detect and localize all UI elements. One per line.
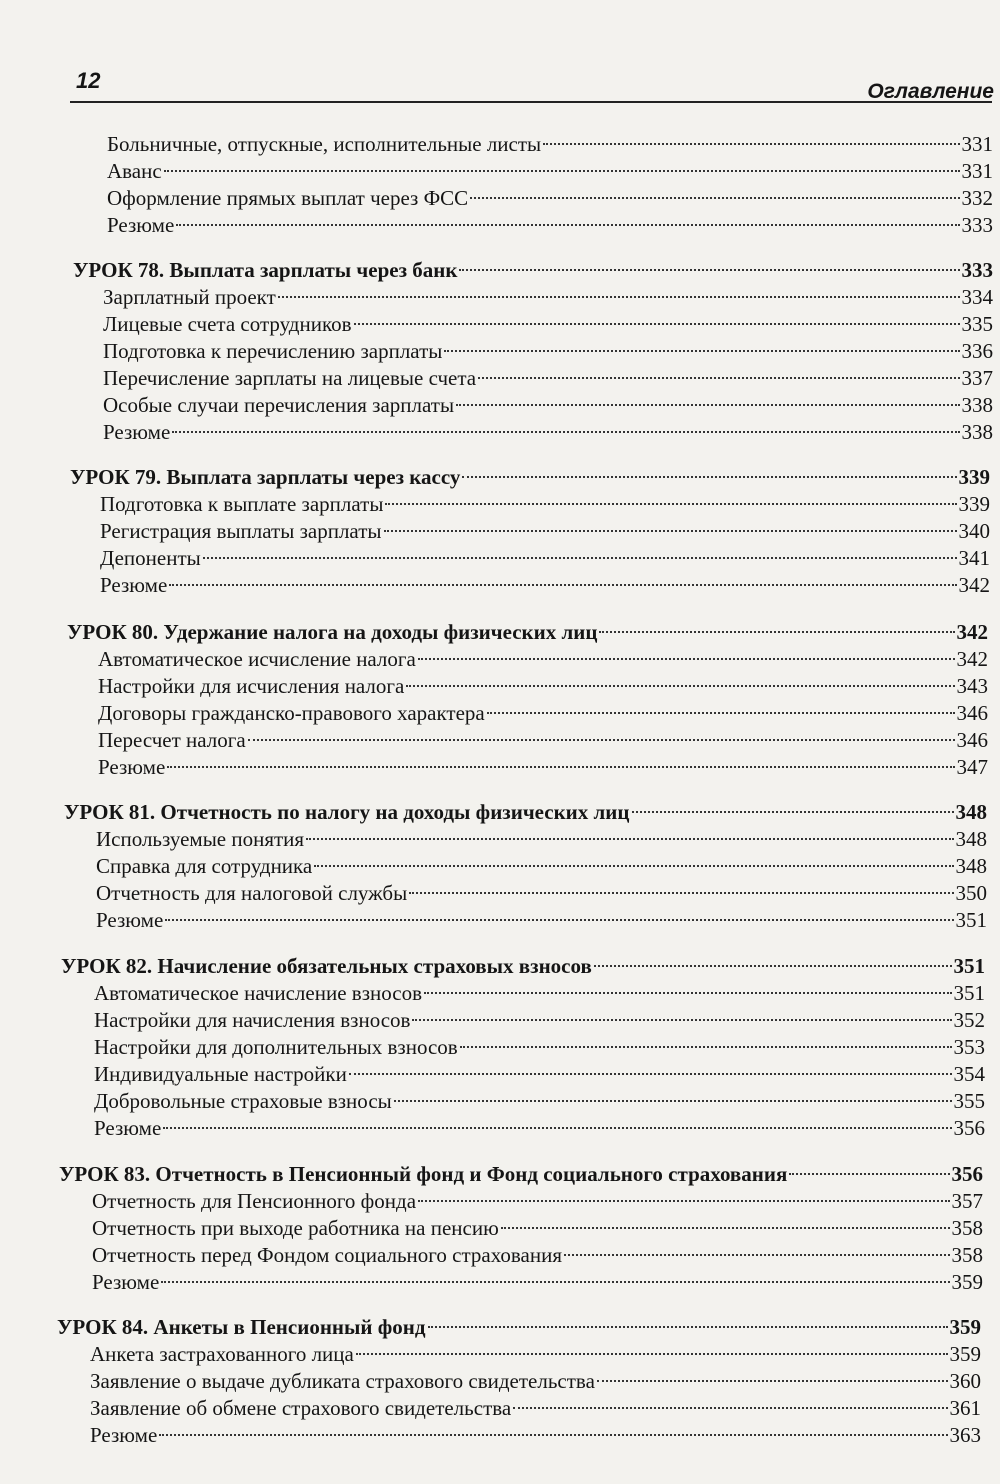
toc-entry-title: Отчетность при выходе работника на пенсию [92,1216,499,1240]
toc-entry-title: Добровольные страховые взносы [94,1089,392,1113]
toc-entry [94,979,985,1007]
toc-entry-page: 361 [949,1396,981,1420]
dot-leader [167,765,954,768]
toc-entry-page: 342 [958,573,990,597]
toc-entry-title: Отчетность для налоговой службы [96,881,408,905]
toc-entry [94,1114,985,1142]
toc-entry-title: Больничные, отпускные, исполнительные листы [107,132,542,156]
dot-leader [278,295,960,298]
dot-leader [460,1045,952,1048]
dot-leader [406,684,954,687]
toc-entry-page: 339 [958,492,990,516]
toc-entry [94,1087,985,1115]
toc-lesson-heading [70,463,990,491]
toc-entry [103,283,993,311]
dot-leader [306,837,953,840]
toc-entry-page: 342 [956,620,988,644]
toc-entry-title: УРОК 82. Начисление обязательных страховых взносов [61,954,592,978]
toc-entry-title: Оформление прямых выплат через ФСС [107,186,469,210]
dot-leader [632,810,954,813]
toc-entry-page: 348 [955,827,987,851]
toc-entry-page: 356 [951,1162,983,1186]
toc-entry-title: Пересчет налога [98,728,246,752]
dot-leader [459,268,959,271]
toc-lesson-heading [64,798,987,826]
toc-entry-page: 336 [961,339,993,363]
header-rule [70,101,992,103]
toc-entry-page: 348 [955,854,987,878]
toc-entry-page: 363 [949,1423,981,1447]
dot-leader [159,1433,947,1436]
toc-entry [103,391,993,419]
toc-entry [103,337,993,365]
dot-leader [789,1172,949,1175]
toc-entry [94,1033,985,1061]
toc-entry-title: Анкета застрахованного лица [90,1342,354,1366]
toc-entry-page: 358 [951,1216,983,1240]
toc-entry-title: Договоры гражданско-правового характера [98,701,485,725]
toc-entry-title: УРОК 81. Отчетность по налогу на доходы физических лиц [64,800,630,824]
dot-leader [354,322,960,325]
dot-leader [394,1099,952,1102]
toc-entry [100,517,990,545]
toc-entry-page: 359 [949,1342,981,1366]
toc-entry-page: 331 [961,159,993,183]
toc-entry [94,1060,985,1088]
toc-entry-page: 357 [951,1189,983,1213]
toc-entry-page: 356 [953,1116,985,1140]
toc-entry-title: Отчетность для Пенсионного фонда [92,1189,417,1213]
toc-entry-title: Автоматическое исчисление налога [98,647,416,671]
toc-entry-title: УРОК 80. Удержание налога на доходы физических лиц [67,620,598,644]
toc-entry-title: Перечисление зарплаты на лицевые счета [103,366,477,390]
toc-entry [107,157,993,185]
toc-entry-title: Справка для сотрудника [96,854,313,878]
toc-entry-page: 351 [953,954,985,978]
toc-lesson-heading [73,256,993,284]
toc-entry-page: 354 [953,1062,985,1086]
dot-leader [203,556,957,559]
toc-entry-page: 346 [956,701,988,725]
toc-entry-page: 351 [953,981,985,1005]
dot-leader [597,1379,948,1382]
toc-entry-page: 359 [949,1315,981,1339]
toc-entry [90,1367,981,1395]
toc-entry-page: 348 [955,800,987,824]
dot-leader [164,169,960,172]
toc-entry [94,1006,985,1034]
toc-entry-page: 333 [961,258,993,282]
toc-entry-page: 335 [961,312,993,336]
toc-entry-title: Подготовка к выплате зарплаты [100,492,384,516]
toc-entry-title: Настройки для исчисления налога [98,674,405,698]
toc-entry-title: Индивидуальные настройки [94,1062,347,1086]
toc-entry [98,753,988,781]
toc-entry [98,672,988,700]
toc-entry-title: Резюме [98,755,166,779]
toc-entry [103,364,993,392]
running-title: Оглавление [867,80,994,103]
toc-entry-title: Заявление о выдаче дубликата страхового свидетельства [90,1369,595,1393]
dot-leader [462,475,956,478]
toc-entry-page: 359 [951,1270,983,1294]
toc-entry-title: Регистрация выплаты зарплаты [100,519,382,543]
toc-entry-page: 353 [953,1035,985,1059]
toc-entry-page: 341 [958,546,990,570]
dot-leader [176,223,959,226]
dot-leader [428,1325,948,1328]
dot-leader [501,1226,950,1229]
dot-leader [412,1018,951,1021]
toc-entry-title: УРОК 84. Анкеты в Пенсионный фонд [57,1315,426,1339]
toc-entry-title: Настройки для начисления взносов [94,1008,411,1032]
toc-entry-page: 338 [961,420,993,444]
dot-leader [172,430,959,433]
dot-leader [409,891,953,894]
toc-entry [107,184,993,212]
toc-entry [100,571,990,599]
toc-entry [96,879,987,907]
toc-entry-title: Резюме [100,573,168,597]
toc-entry-title: УРОК 83. Отчетность в Пенсионный фонд и Фонд социального страхования [59,1162,788,1186]
dot-leader [470,196,959,199]
toc-entry-title: Отчетность перед Фондом социального страхования [92,1243,562,1267]
dot-leader [349,1072,952,1075]
toc-entry-page: 347 [956,755,988,779]
dot-leader [248,738,955,741]
toc-entry [92,1214,983,1242]
toc-entry [90,1394,981,1422]
toc-entry [98,645,988,673]
toc-entry [103,418,993,446]
toc-entry-page: 355 [953,1089,985,1113]
page-number: 12 [76,68,101,93]
dot-leader [599,630,954,633]
toc-entry-title: Резюме [90,1423,158,1447]
toc-entry-page: 332 [961,186,993,210]
dot-leader [487,711,955,714]
toc-entry-title: Особые случаи перечисления зарплаты [103,393,455,417]
dot-leader [385,502,956,505]
toc-entry-page: 346 [956,728,988,752]
toc-entry-title: Резюме [103,420,171,444]
dot-leader [564,1253,950,1256]
toc-lesson-heading [57,1313,981,1341]
toc-entry-page: 339 [958,465,990,489]
toc-entry-title: Подготовка к перечислению зарплаты [103,339,443,363]
toc-entry-title: Автоматическое начисление взносов [94,981,422,1005]
dot-leader [456,403,959,406]
toc-entry-title: Резюме [96,908,164,932]
toc-entry-page: 337 [961,366,993,390]
dot-leader [543,142,959,145]
dot-leader [478,376,959,379]
toc-entry-title: УРОК 78. Выплата зарплаты через банк [73,258,458,282]
toc-entry [96,852,987,880]
dot-leader [594,964,952,967]
toc-entry [107,130,993,158]
toc-entry-title: Зарплатный проект [103,285,276,309]
toc-entry-page: 352 [953,1008,985,1032]
toc-entry-title: УРОК 79. Выплата зарплаты через кассу [70,465,461,489]
toc-entry-title: Резюме [94,1116,162,1140]
toc-entry [98,726,988,754]
toc-entry [103,310,993,338]
toc-entry-page: 331 [961,132,993,156]
dot-leader [165,918,953,921]
toc-entry [100,490,990,518]
toc-lesson-heading [67,618,988,646]
dot-leader [169,583,956,586]
toc-entry-page: 358 [951,1243,983,1267]
toc-entry [90,1340,981,1368]
toc-entry-title: Используемые понятия [96,827,305,851]
dot-leader [163,1126,951,1129]
dot-leader [356,1352,948,1355]
toc-lesson-heading [61,952,985,980]
dot-leader [314,864,953,867]
toc-entry [100,544,990,572]
toc-entry [92,1268,983,1296]
dot-leader [418,1199,949,1202]
toc-entry [98,699,988,727]
toc-entry [92,1187,983,1215]
dot-leader [444,349,959,352]
toc-entry [96,906,987,934]
toc-entry [107,211,993,239]
dot-leader [513,1406,947,1409]
toc-entry-page: 343 [956,674,988,698]
toc-entry-title: Заявление об обмене страхового свидетельства [90,1396,512,1420]
toc-entry [90,1421,981,1449]
toc-entry-title: Аванс [107,159,162,183]
toc-entry-page: 340 [958,519,990,543]
toc-entry-page: 334 [961,285,993,309]
toc-entry-title: Настройки для дополнительных взносов [94,1035,458,1059]
dot-leader [384,529,957,532]
toc-entry-title: Депоненты [100,546,201,570]
dot-leader [161,1280,949,1283]
toc-entry [96,825,987,853]
toc-entry-page: 338 [961,393,993,417]
toc-entry-page: 333 [961,213,993,237]
toc-entry-page: 350 [955,881,987,905]
toc-entry [92,1241,983,1269]
toc-entry-title: Резюме [92,1270,160,1294]
toc-entry-title: Резюме [107,213,175,237]
toc-entry-page: 351 [955,908,987,932]
toc-entry-page: 360 [949,1369,981,1393]
toc-lesson-heading [59,1160,983,1188]
toc-entry-title: Лицевые счета сотрудников [103,312,352,336]
dot-leader [424,991,952,994]
dot-leader [418,657,955,660]
toc-entry-page: 342 [956,647,988,671]
